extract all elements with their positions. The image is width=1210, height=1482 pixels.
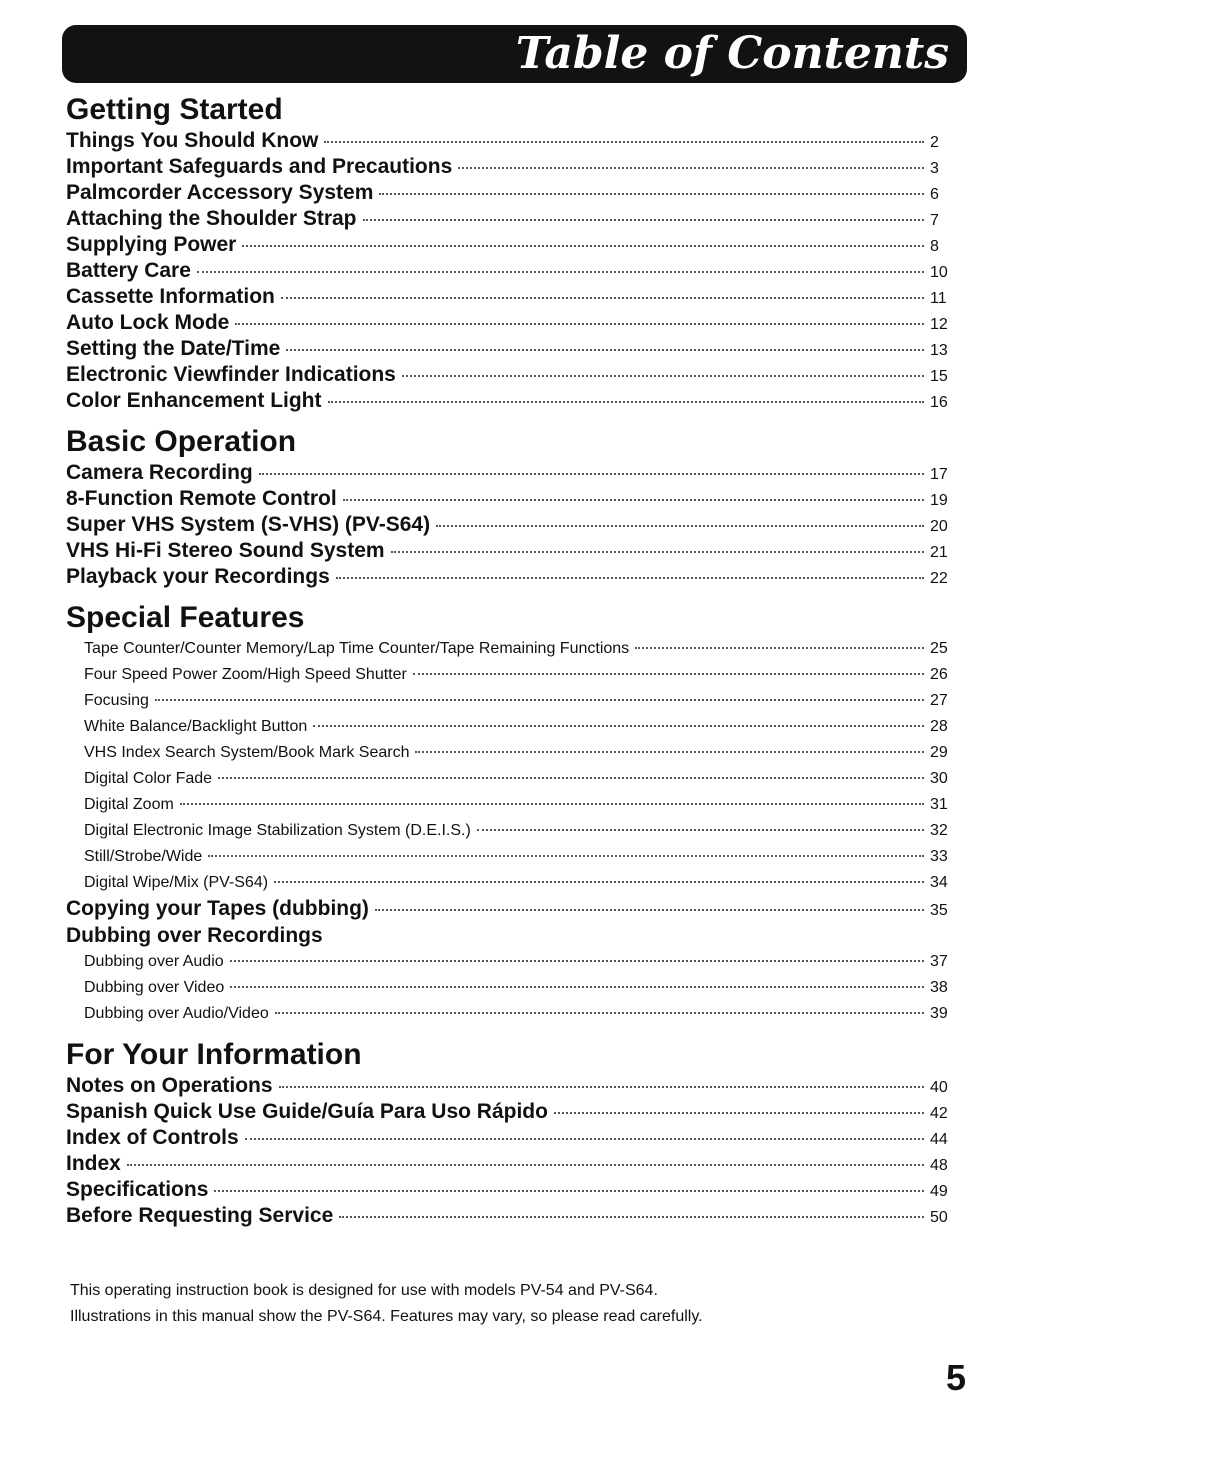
toc-entry-title: White Balance/Backlight Button xyxy=(84,718,308,735)
dot-leader xyxy=(458,167,924,169)
toc-entry-title: Digital Color Fade xyxy=(84,770,213,787)
toc-entry-title: Still/Strobe/Wide xyxy=(84,848,203,865)
toc-entry-page: 27 xyxy=(930,692,948,709)
toc-entry-page: 42 xyxy=(930,1105,948,1122)
toc-entry xyxy=(66,486,952,512)
page-title: Table of Contents xyxy=(515,28,949,79)
toc-entry xyxy=(66,310,952,336)
toc-entry-title: Copying your Tapes (dubbing) xyxy=(66,897,369,920)
toc-entry-title: Dubbing over Audio xyxy=(84,953,224,970)
toc-entry-page: 15 xyxy=(930,368,948,385)
toc-entry-title: Digital Electronic Image Stabilization System (D.E.I.S.) xyxy=(84,822,471,839)
toc-entry xyxy=(66,206,952,232)
toc-entry xyxy=(66,688,952,714)
dot-leader xyxy=(155,699,924,701)
dot-leader xyxy=(180,803,924,805)
section-heading: Basic Operation xyxy=(66,425,297,458)
toc-entry xyxy=(66,1151,952,1177)
toc-entry-title: Things You Should Know xyxy=(66,129,319,152)
toc-entry-page: 49 xyxy=(930,1183,948,1200)
toc-entry xyxy=(66,870,952,896)
toc-entry-title: Palmcorder Accessory System xyxy=(66,181,374,204)
toc-entry-page: 13 xyxy=(930,342,948,359)
toc-entry-page: 30 xyxy=(930,770,948,787)
dot-leader xyxy=(339,1216,924,1218)
dot-leader xyxy=(635,647,924,649)
toc-entry-title: Playback your Recordings xyxy=(66,565,330,588)
toc-entry xyxy=(66,538,952,564)
toc-entry xyxy=(66,1125,952,1151)
toc-entry xyxy=(66,460,952,486)
table-of-contents xyxy=(66,92,952,1229)
toc-entry-title: Before Requesting Service xyxy=(66,1204,334,1227)
dot-leader xyxy=(281,297,924,299)
toc-entry-title: Attaching the Shoulder Strap xyxy=(66,207,357,230)
toc-subheading: Dubbing over Recordings xyxy=(66,924,323,947)
toc-entry-page: 38 xyxy=(930,979,948,996)
footer-note xyxy=(70,1278,970,1330)
dot-leader xyxy=(324,141,924,143)
toc-entry-page: 11 xyxy=(930,290,947,307)
toc-entry-title: Four Speed Power Zoom/High Speed Shutter xyxy=(84,666,407,683)
toc-entry xyxy=(66,714,952,740)
toc-entry xyxy=(66,1099,952,1125)
toc-entry xyxy=(66,128,952,154)
section-heading: For Your Information xyxy=(66,1038,362,1071)
toc-entry-title: Super VHS System (S-VHS) (PV-S64) xyxy=(66,513,431,536)
toc-entry-title: Color Enhancement Light xyxy=(66,389,322,412)
toc-entry xyxy=(66,284,952,310)
toc-entry-page: 44 xyxy=(930,1131,948,1148)
toc-entry-title: Important Safeguards and Precautions xyxy=(66,155,453,178)
dot-leader xyxy=(242,245,924,247)
dot-leader xyxy=(286,349,924,351)
toc-entry-title: Notes on Operations xyxy=(66,1074,273,1097)
toc-entry-page: 8 xyxy=(930,238,939,255)
toc-entry-page: 20 xyxy=(930,518,948,535)
dot-leader xyxy=(477,829,924,831)
dot-leader xyxy=(274,881,924,883)
toc-entry-page: 50 xyxy=(930,1209,948,1226)
toc-entry xyxy=(66,896,952,922)
toc-entry-page: 29 xyxy=(930,744,948,761)
dot-leader xyxy=(230,960,924,962)
toc-entry-page: 22 xyxy=(930,570,948,587)
toc-entry-title: Camera Recording xyxy=(66,461,253,484)
toc-entry-title: Cassette Information xyxy=(66,285,275,308)
dot-leader xyxy=(336,577,924,579)
toc-entry xyxy=(66,818,952,844)
toc-entry xyxy=(66,1001,952,1027)
toc-entry-page: 25 xyxy=(930,640,948,657)
toc-entry xyxy=(66,949,952,975)
dot-leader xyxy=(208,855,924,857)
dot-leader xyxy=(436,525,924,527)
toc-entry-page: 31 xyxy=(930,796,948,813)
toc-entry-page: 26 xyxy=(930,666,948,683)
toc-entry xyxy=(66,180,952,206)
toc-entry-title: Focusing xyxy=(84,692,149,709)
toc-entry-page: 7 xyxy=(930,212,939,229)
toc-entry-title: Digital Zoom xyxy=(84,796,174,813)
dot-leader xyxy=(235,323,924,325)
toc-entry-title: Dubbing over Audio/Video xyxy=(84,1005,269,1022)
dot-leader xyxy=(343,499,924,501)
dot-leader xyxy=(218,777,924,779)
toc-entry xyxy=(66,844,952,870)
toc-entry-page: 33 xyxy=(930,848,948,865)
dot-leader xyxy=(259,473,924,475)
dot-leader xyxy=(245,1138,924,1140)
section-heading: Getting Started xyxy=(66,93,283,126)
toc-entry xyxy=(66,362,952,388)
toc-entry-page: 40 xyxy=(930,1079,948,1096)
toc-entry xyxy=(66,336,952,362)
toc-entry xyxy=(66,1177,952,1203)
toc-entry-page: 35 xyxy=(930,902,948,919)
toc-entry xyxy=(66,740,952,766)
page-number: 5 xyxy=(946,1357,967,1398)
toc-entry-title: Electronic Viewfinder Indications xyxy=(66,363,396,386)
toc-entry-page: 17 xyxy=(930,466,948,483)
section-heading: Special Features xyxy=(66,601,305,634)
toc-entry-page: 21 xyxy=(930,544,948,561)
toc-entry-title: Tape Counter/Counter Memory/Lap Time Counter/Tape Remaining Functions xyxy=(84,640,630,657)
toc-entry-page: 16 xyxy=(930,394,948,411)
toc-entry-title: Supplying Power xyxy=(66,233,237,256)
dot-leader xyxy=(554,1112,924,1114)
toc-entry xyxy=(66,766,952,792)
dot-leader xyxy=(279,1086,924,1088)
dot-leader xyxy=(402,375,924,377)
toc-entry xyxy=(66,564,952,590)
dot-leader xyxy=(313,725,924,727)
toc-entry xyxy=(66,232,952,258)
dot-leader xyxy=(379,193,924,195)
dot-leader xyxy=(328,401,924,403)
toc-entry-page: 2 xyxy=(930,134,939,151)
footer-line-models: This operating instruction book is designed for use with models PV-54 and PV-S64. xyxy=(70,1282,658,1299)
toc-entry-title: Specifications xyxy=(66,1178,209,1201)
toc-entry-title: Auto Lock Mode xyxy=(66,311,230,334)
toc-entry-page: 28 xyxy=(930,718,948,735)
toc-entry-title: VHS Hi-Fi Stereo Sound System xyxy=(66,539,385,562)
toc-entry xyxy=(66,792,952,818)
dot-leader xyxy=(275,1012,924,1014)
toc-entry-title: Battery Care xyxy=(66,259,191,282)
toc-entry-title: Setting the Date/Time xyxy=(66,337,281,360)
dot-leader xyxy=(230,986,924,988)
toc-entry-page: 48 xyxy=(930,1157,948,1174)
toc-entry-title: Index xyxy=(66,1152,121,1175)
footer-line-illustrations: Illustrations in this manual show the PV-S64. Features may vary, so please read carefully. xyxy=(70,1308,703,1325)
toc-entry-page: 3 xyxy=(930,160,939,177)
toc-entry-page: 34 xyxy=(930,874,948,891)
toc-entry-page: 10 xyxy=(930,264,948,281)
toc-entry xyxy=(66,258,952,284)
toc-entry-page: 37 xyxy=(930,953,948,970)
toc-entry xyxy=(66,636,952,662)
toc-entry-title: Index of Controls xyxy=(66,1126,239,1149)
dot-leader xyxy=(363,219,924,221)
toc-entry-title: Digital Wipe/Mix (PV-S64) xyxy=(84,874,269,891)
dot-leader xyxy=(197,271,924,273)
toc-entry-page: 39 xyxy=(930,1005,948,1022)
toc-entry xyxy=(66,975,952,1001)
dot-leader xyxy=(127,1164,924,1166)
dot-leader xyxy=(415,751,924,753)
toc-entry-page: 19 xyxy=(930,492,948,509)
toc-entry xyxy=(66,1073,952,1099)
title-banner xyxy=(62,25,967,83)
dot-leader xyxy=(391,551,924,553)
toc-entry-page: 32 xyxy=(930,822,948,839)
dot-leader xyxy=(214,1190,924,1192)
toc-entry-title: Dubbing over Video xyxy=(84,979,225,996)
toc-entry-title: 8-Function Remote Control xyxy=(66,487,337,510)
toc-entry-page: 6 xyxy=(930,186,939,203)
toc-entry xyxy=(66,154,952,180)
toc-entry xyxy=(66,512,952,538)
toc-entry xyxy=(66,388,952,414)
toc-entry-page: 12 xyxy=(930,316,948,333)
toc-entry-title: Spanish Quick Use Guide/Guía Para Uso Rápido xyxy=(66,1100,548,1123)
toc-entry xyxy=(66,662,952,688)
dot-leader xyxy=(375,909,924,911)
toc-entry-title: VHS Index Search System/Book Mark Search xyxy=(84,744,410,761)
toc-entry xyxy=(66,1203,952,1229)
dot-leader xyxy=(413,673,924,675)
